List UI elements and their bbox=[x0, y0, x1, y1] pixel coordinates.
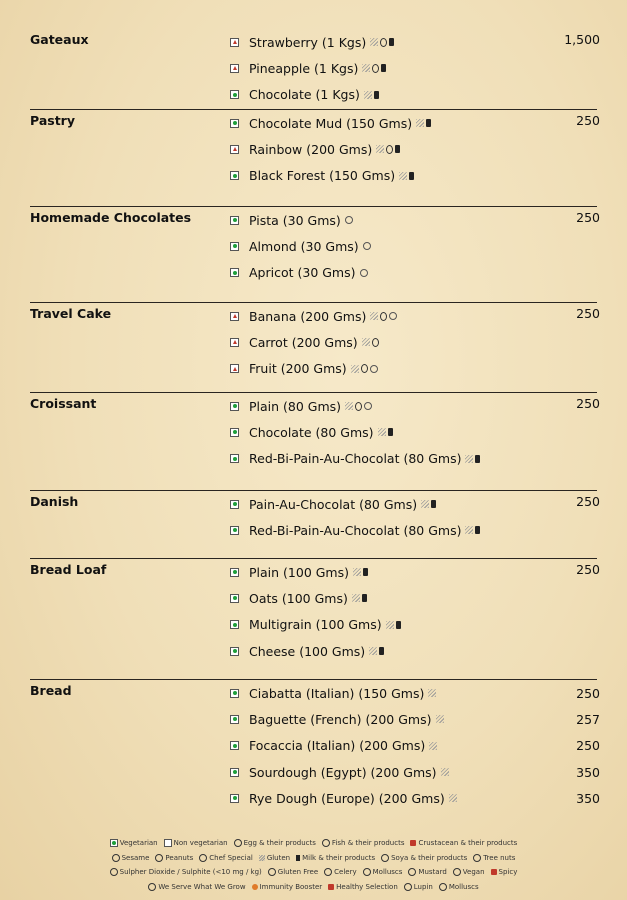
item-label: Black Forest (150 Gms) bbox=[249, 168, 396, 184]
item-label: Fruit (200 Gms) bbox=[249, 361, 347, 377]
gluten-icon bbox=[351, 365, 359, 373]
legend-text: Mustard bbox=[418, 868, 447, 876]
legend-entry bbox=[491, 868, 518, 876]
veg-icon bbox=[230, 568, 239, 577]
legend-entry bbox=[155, 854, 193, 862]
allergen-icons bbox=[429, 742, 437, 750]
veg-icon bbox=[230, 741, 239, 750]
legend-icon bbox=[296, 855, 300, 861]
legend-text: Molluscs bbox=[448, 882, 479, 891]
category-name: Pastry bbox=[30, 113, 75, 128]
item-price: 250 bbox=[576, 685, 600, 701]
allergen-icons bbox=[362, 338, 379, 347]
item-label: Strawberry (1 Kgs) bbox=[249, 34, 367, 50]
veg-icon bbox=[230, 171, 239, 180]
legend-text: Molluscs bbox=[372, 868, 403, 876]
legend-icon bbox=[453, 868, 461, 876]
allergen-icons bbox=[351, 364, 378, 373]
allergen-icons bbox=[465, 526, 480, 534]
legend-entry bbox=[324, 868, 356, 876]
item-label: Chocolate Mud (150 Gms) bbox=[249, 115, 413, 131]
legend-text: Lupin bbox=[413, 882, 433, 891]
legend-icon bbox=[252, 884, 258, 890]
allergen-icons bbox=[370, 38, 394, 47]
veg-icon bbox=[230, 119, 239, 128]
category-price: 250 bbox=[576, 494, 600, 509]
egg-icon bbox=[386, 145, 393, 154]
allergen-icons bbox=[363, 242, 371, 250]
item-label: Multigrain (100 Gms) bbox=[249, 617, 382, 633]
milk-icon bbox=[362, 594, 367, 602]
legend-icon bbox=[439, 883, 447, 891]
gluten-icon bbox=[362, 64, 370, 72]
egg-icon bbox=[372, 338, 379, 347]
veg-icon bbox=[230, 500, 239, 509]
menu-item bbox=[230, 446, 597, 472]
item-label: Cheese (100 Gms) bbox=[249, 643, 366, 659]
legend-entry bbox=[453, 868, 485, 876]
allergen-icons bbox=[369, 647, 384, 655]
milk-icon bbox=[426, 119, 431, 127]
gluten-icon bbox=[352, 594, 360, 602]
legend-text: Gluten bbox=[266, 853, 291, 862]
category-price: 250 bbox=[576, 113, 600, 128]
menu-section bbox=[30, 207, 600, 303]
milk-icon bbox=[381, 64, 386, 72]
milk-icon bbox=[475, 455, 480, 463]
item-price: 257 bbox=[576, 711, 600, 727]
legend-icon bbox=[381, 854, 389, 862]
legend-text: Non vegetarian bbox=[173, 839, 228, 847]
category-name: Danish bbox=[30, 494, 79, 509]
category-name: Croissant bbox=[30, 396, 97, 411]
milk-icon bbox=[389, 38, 394, 46]
menu-item bbox=[230, 29, 597, 55]
item-list bbox=[230, 559, 597, 664]
legend-icon bbox=[408, 868, 416, 876]
veg-icon bbox=[230, 647, 239, 656]
menu-section bbox=[30, 303, 600, 393]
item-label: Red-Bi-Pain-Au-Chocolat (80 Gms) bbox=[249, 522, 462, 538]
item-list bbox=[230, 303, 597, 382]
legend-icon bbox=[259, 855, 265, 861]
category-name: Bread bbox=[30, 683, 72, 698]
veg-icon bbox=[230, 526, 239, 535]
item-label: Red-Bi-Pain-Au-Chocolat (80 Gms) bbox=[249, 451, 462, 467]
legend-icon bbox=[155, 854, 163, 862]
veg-icon bbox=[230, 242, 239, 251]
legend-row bbox=[0, 836, 627, 851]
item-label: Ciabatta (Italian) (150 Gms) bbox=[249, 685, 425, 701]
allergen-icons bbox=[416, 119, 431, 127]
menu-item bbox=[230, 393, 597, 419]
legend-entry bbox=[110, 868, 262, 876]
allergen-icons bbox=[378, 428, 393, 436]
menu-item bbox=[230, 233, 597, 259]
milk-icon bbox=[374, 91, 379, 99]
legend-icon bbox=[164, 839, 172, 847]
milk-icon bbox=[395, 145, 400, 153]
allergen-icons bbox=[345, 216, 353, 224]
gluten-icon bbox=[436, 715, 444, 723]
allergen-icons bbox=[376, 145, 400, 154]
legend-entry bbox=[259, 854, 290, 862]
veg-icon bbox=[230, 454, 239, 463]
legend-entry bbox=[322, 839, 405, 847]
veg-icon bbox=[230, 715, 239, 724]
allergen-icons bbox=[449, 794, 457, 802]
menu-section bbox=[30, 559, 600, 680]
menu-item bbox=[230, 559, 597, 585]
legend-entry bbox=[234, 839, 316, 847]
veg-icon bbox=[230, 768, 239, 777]
milk-icon bbox=[379, 647, 384, 655]
gluten-icon bbox=[465, 455, 473, 463]
veg-icon bbox=[230, 689, 239, 698]
item-label: Pain-Au-Chocolat (80 Gms) bbox=[249, 496, 418, 512]
legend-icon bbox=[410, 840, 416, 846]
menu-section bbox=[30, 680, 600, 825]
veg-icon bbox=[230, 594, 239, 603]
item-label: Pista (30 Gms) bbox=[249, 212, 341, 228]
item-list bbox=[230, 393, 597, 472]
allergen-icons bbox=[441, 768, 449, 776]
legend-entry bbox=[252, 883, 323, 891]
non-veg-icon bbox=[230, 312, 239, 321]
gluten-icon bbox=[416, 119, 424, 127]
menu-item bbox=[230, 163, 597, 189]
category-price: 250 bbox=[576, 562, 600, 577]
veg-icon bbox=[230, 90, 239, 99]
menu-item bbox=[230, 785, 600, 811]
category-name: Travel Cake bbox=[30, 306, 112, 321]
veg-icon bbox=[230, 794, 239, 803]
legend-icon bbox=[110, 839, 118, 847]
egg-icon bbox=[355, 402, 362, 411]
legend-entry bbox=[164, 839, 228, 847]
item-price: 350 bbox=[576, 764, 600, 780]
gluten-icon bbox=[386, 621, 394, 629]
legend-text: Immunity Booster bbox=[259, 882, 323, 891]
nut-icon bbox=[363, 242, 371, 250]
item-label: Apricot (30 Gms) bbox=[249, 265, 356, 281]
menu-item bbox=[230, 260, 597, 286]
menu-item bbox=[230, 706, 600, 732]
allergen-icons bbox=[352, 594, 367, 602]
legend-row bbox=[0, 865, 627, 880]
allergen-icons bbox=[360, 269, 368, 277]
legend-icon bbox=[148, 883, 156, 891]
legend-text: Spicy bbox=[498, 868, 518, 876]
legend-entry bbox=[296, 854, 375, 862]
menu-item bbox=[230, 759, 600, 785]
gluten-icon bbox=[421, 500, 429, 508]
item-label: Plain (80 Gms) bbox=[249, 398, 342, 414]
veg-icon bbox=[230, 268, 239, 277]
item-price: 350 bbox=[576, 790, 600, 806]
legend-entry bbox=[199, 854, 253, 862]
item-list bbox=[230, 680, 600, 811]
egg-icon bbox=[380, 312, 387, 321]
legend-icon bbox=[199, 854, 207, 862]
item-label: Chocolate (80 Gms) bbox=[249, 424, 374, 440]
legend-entry bbox=[408, 868, 446, 876]
legend-icon bbox=[363, 868, 371, 876]
category-price: 250 bbox=[576, 306, 600, 321]
legend-text: Vegan bbox=[462, 868, 485, 876]
egg-icon bbox=[380, 38, 387, 47]
legend-text: Gluten Free bbox=[277, 868, 319, 876]
item-label: Baguette (French) (200 Gms) bbox=[249, 711, 432, 727]
item-price: 250 bbox=[576, 738, 600, 754]
veg-icon bbox=[230, 216, 239, 225]
legend-text: Chef Special bbox=[209, 853, 253, 862]
legend-entry bbox=[473, 854, 515, 862]
legend-icon bbox=[404, 883, 412, 891]
item-label: Plain (100 Gms) bbox=[249, 564, 349, 580]
menu-section bbox=[30, 393, 600, 491]
milk-icon bbox=[475, 526, 480, 534]
non-veg-icon bbox=[230, 145, 239, 154]
legend-text: Celery bbox=[334, 868, 357, 876]
legend-icon bbox=[268, 868, 276, 876]
nut-icon bbox=[360, 269, 368, 277]
menu-item bbox=[230, 82, 597, 108]
non-veg-icon bbox=[230, 364, 239, 373]
category-name: Bread Loaf bbox=[30, 562, 107, 577]
menu-item bbox=[230, 733, 600, 759]
item-label: Almond (30 Gms) bbox=[249, 238, 359, 254]
item-label: Oats (100 Gms) bbox=[249, 590, 348, 606]
menu-item bbox=[230, 136, 597, 162]
gluten-icon bbox=[364, 91, 372, 99]
legend-text: Tree nuts bbox=[483, 853, 516, 862]
non-veg-icon bbox=[230, 38, 239, 47]
legend-icon bbox=[322, 839, 330, 847]
item-list bbox=[230, 207, 597, 286]
milk-icon bbox=[396, 621, 401, 629]
category-price: 250 bbox=[576, 210, 600, 225]
legend-entry bbox=[112, 854, 150, 862]
legend-text: Peanuts bbox=[165, 853, 194, 862]
legend-icon bbox=[328, 884, 334, 890]
menu-item bbox=[230, 356, 597, 382]
legend-entry bbox=[363, 868, 403, 876]
nut-icon bbox=[345, 216, 353, 224]
nut-icon bbox=[364, 402, 372, 410]
gluten-icon bbox=[441, 768, 449, 776]
egg-icon bbox=[361, 364, 368, 373]
allergen-icons bbox=[428, 689, 436, 697]
gluten-icon bbox=[465, 526, 473, 534]
egg-icon bbox=[372, 64, 379, 73]
menu-item bbox=[230, 110, 597, 136]
menu-item bbox=[230, 517, 597, 543]
veg-icon bbox=[230, 620, 239, 629]
category-price: 1,500 bbox=[564, 32, 600, 47]
item-label: Banana (200 Gms) bbox=[249, 308, 367, 324]
category-name: Gateaux bbox=[30, 32, 89, 47]
allergen-icons bbox=[364, 91, 379, 99]
legend-icon bbox=[491, 869, 497, 875]
legend-icon bbox=[324, 868, 332, 876]
legend-entry bbox=[110, 839, 158, 847]
gluten-icon bbox=[399, 172, 407, 180]
category-price: 250 bbox=[576, 396, 600, 411]
allergen-icons bbox=[421, 500, 436, 508]
menu-section bbox=[30, 491, 600, 559]
item-label: Sourdough (Egypt) (200 Gms) bbox=[249, 764, 437, 780]
gluten-icon bbox=[370, 312, 378, 320]
milk-icon bbox=[388, 428, 393, 436]
menu-item bbox=[230, 329, 597, 355]
legend-entry bbox=[148, 883, 245, 891]
item-label: Chocolate (1 Kgs) bbox=[249, 87, 360, 103]
legend-text: Healthy Selection bbox=[336, 882, 398, 891]
legend-text: Fish & their products bbox=[331, 839, 405, 847]
gluten-icon bbox=[449, 794, 457, 802]
menu-item bbox=[230, 55, 597, 81]
menu-item bbox=[230, 585, 597, 611]
gluten-icon bbox=[369, 647, 377, 655]
menu-section bbox=[30, 110, 600, 207]
gluten-icon bbox=[362, 338, 370, 346]
legend-icon bbox=[110, 868, 118, 876]
allergen-icons bbox=[436, 715, 444, 723]
legend-text: Sesame bbox=[121, 853, 150, 862]
legend-row bbox=[0, 880, 627, 895]
legend-text: Vegetarian bbox=[119, 839, 158, 847]
allergen-icons bbox=[353, 568, 368, 576]
allergen-icons bbox=[465, 455, 480, 463]
gluten-icon bbox=[376, 145, 384, 153]
gluten-icon bbox=[370, 38, 378, 46]
item-label: Pineapple (1 Kgs) bbox=[249, 60, 359, 76]
menu-item bbox=[230, 207, 597, 233]
item-label: Rainbow (200 Gms) bbox=[249, 141, 373, 157]
allergen-icons bbox=[345, 402, 372, 411]
category-name: Homemade Chocolates bbox=[30, 210, 192, 225]
gluten-icon bbox=[345, 402, 353, 410]
legend-entry bbox=[410, 839, 517, 847]
legend-entry bbox=[268, 868, 318, 876]
legend-entry bbox=[381, 854, 467, 862]
gluten-icon bbox=[429, 742, 437, 750]
legend-icon bbox=[112, 854, 120, 862]
legend-entry bbox=[439, 883, 479, 891]
item-list bbox=[230, 29, 597, 108]
non-veg-icon bbox=[230, 64, 239, 73]
menu-item bbox=[230, 612, 597, 638]
item-list bbox=[230, 491, 597, 544]
gluten-icon bbox=[378, 428, 386, 436]
legend-entry bbox=[328, 883, 398, 891]
legend-icon bbox=[473, 854, 481, 862]
legend-row bbox=[0, 851, 627, 866]
legend-text: Soya & their products bbox=[391, 853, 468, 862]
gluten-icon bbox=[428, 689, 436, 697]
nut-icon bbox=[389, 312, 397, 320]
veg-icon bbox=[230, 402, 239, 411]
legend-text: Milk & their products bbox=[302, 853, 376, 862]
nut-icon bbox=[370, 365, 378, 373]
menu-item bbox=[230, 491, 597, 517]
menu-item bbox=[230, 419, 597, 445]
legend-text: Sulpher Dioxide / Sulphite (<10 mg / kg) bbox=[119, 868, 262, 876]
item-label: Carrot (200 Gms) bbox=[249, 334, 358, 350]
legend-entry bbox=[404, 883, 433, 891]
non-veg-icon bbox=[230, 338, 239, 347]
allergen-legend bbox=[0, 836, 627, 894]
allergen-icons bbox=[386, 621, 401, 629]
gluten-icon bbox=[353, 568, 361, 576]
legend-text: We Serve What We Grow bbox=[158, 882, 246, 891]
legend-text: Crustacean & their products bbox=[418, 839, 518, 847]
milk-icon bbox=[431, 500, 436, 508]
milk-icon bbox=[409, 172, 414, 180]
allergen-icons bbox=[362, 64, 386, 73]
item-list bbox=[230, 110, 597, 189]
item-label: Focaccia (Italian) (200 Gms) bbox=[249, 738, 426, 754]
milk-icon bbox=[363, 568, 368, 576]
allergen-icons bbox=[399, 172, 414, 180]
legend-text: Egg & their products bbox=[243, 839, 316, 847]
menu-item bbox=[230, 680, 600, 706]
menu-item bbox=[230, 638, 597, 664]
allergen-icons bbox=[370, 312, 397, 321]
menu-item bbox=[230, 303, 597, 329]
item-label: Rye Dough (Europe) (200 Gms) bbox=[249, 790, 445, 806]
veg-icon bbox=[230, 428, 239, 437]
menu-section bbox=[30, 29, 600, 110]
legend-icon bbox=[234, 839, 242, 847]
